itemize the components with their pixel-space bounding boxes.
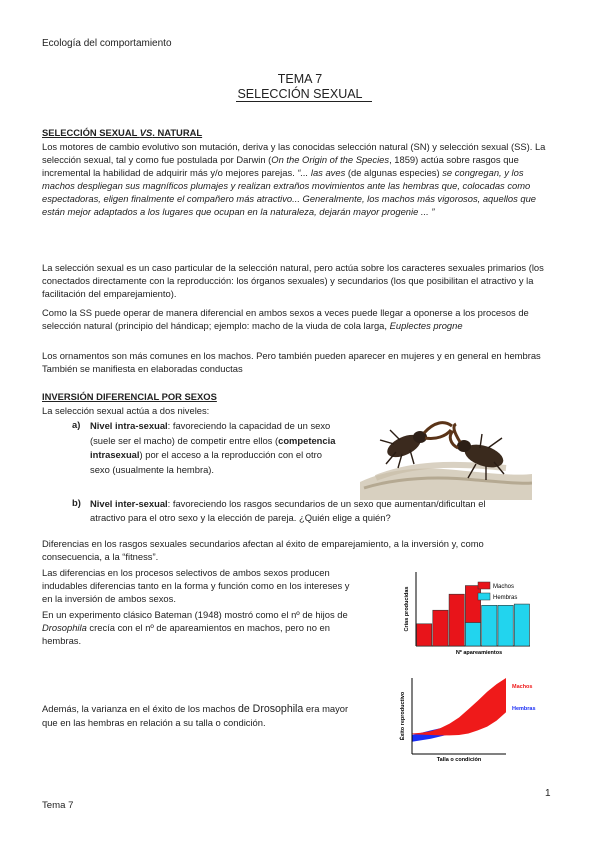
series-label-hembras: Hembras [512,706,536,712]
legend-swatch-hembras [478,593,490,600]
legend-label-hembras: Hembras [493,595,518,601]
list-item-intersexual: Nivel inter-sexual: favoreciendo los rasgos secundarios de un sexo que aumentan/dificultan el atractivo para el otro sexo y la elección de pareja. ¿Quién elige a quién? [90,498,486,523]
area-band-machos [412,678,506,735]
paragraph-two-levels: La selección sexual actúa a dos niveles: [42,405,210,416]
paragraph-handicap: Como la SS puede operar de manera diferencial en ambos sexos a veces puede llegar a oponerse a los procesos de selección natural (principio del hándicap; ejemplo: macho de la viuda de cola larga, Euplectes progne [42,307,529,331]
x-axis-label: Nº apareamientos [455,650,503,656]
paragraph-variance: Además, la varianza en el éxito de los machos de Drosophila era mayor que en las hembras en relación a su talla o condición. [42,703,349,728]
y-axis-label: Éxito reproductivo [400,691,406,741]
legend-label-machos: Machos [493,584,515,590]
x-axis-label: Talla o condición [436,757,482,763]
stag-beetles-figure [356,404,532,500]
paragraph-sexual-selection-definition: La selección sexual es un caso particular de la selección natural, pero actúa sobre los caracteres sexuales primarios (los conectados directamente con la reproducción: los órganos sexuales) y secundarios (los que posibilitan el atractivo y la facilitación del emparejamiento). [42,262,544,299]
paragraph-bateman: En un experimento clásico Bateman (1948) mostró como el nº de hijos de Drosophila crecía con el nº de apareamientos en machos, pero no en hembras. [42,609,348,646]
legend-swatch-machos [478,582,490,589]
bar-hembras-5 [482,605,497,646]
bar-hembras-6 [498,605,513,646]
bateman-bar-chart [398,566,548,660]
paragraph-evolution-intro: Los motores de cambio evolutivo son mutación, deriva y las conocidas selección natural (SN) y selección sexual (SS). La selección sexual, tal y como fue postulada por Darwin (On the Origin of the Species, 1859) actúa sobre rasgos que incremental la habilidad de adquirir más y/o mejores parejas. “... las aves (de algunas especies) se congregan, y los machos despliegan sus magníficos plumajes y realizan extraños movimientos ante las hembras que, colocadas como espectadoras, eligen finalmente el compañero más atractivo... Generalmente, los machos más vigorosos, aquellos que están mejor adaptados a los lugares que ocupan en la naturaleza, dejarán mayor progenie ... ” [42,141,546,217]
topic-number: TEMA 7 [277,72,323,86]
bar-machos-3 [449,594,464,646]
bar-hembras-7 [514,604,529,646]
list-marker-b: b) [72,497,81,508]
paragraph-ornaments: Los ornamentos son más comunes en los machos. Pero también pueden aparecer en mujeres y en general en hembras También se manifiesta en elaboradas conductas [42,350,541,374]
section-heading-differential-investment: INVERSIÓN DIFERENCIAL POR SEXOS [42,391,217,402]
paragraph-selective-differences: Las diferencias en los procesos selectivos de ambos sexos producen indudables diferencias tanto en la forma y función como en los intereses y en la inversión de ambos sexos. [42,567,350,604]
page-number: 1 [545,788,551,799]
running-footer: Tema 7 [42,800,74,811]
page-title: SELECCIÓN SEXUAL [237,87,363,101]
stag-beetles-illustration-icon [356,404,532,500]
bar-machos-2 [433,610,448,646]
paragraph-fitness: Diferencias en los rasgos sexuales secundarios afectan al éxito de emparejamiento, a la inversión y, como consecuencia, a la “fitness”. [42,538,484,562]
title-underline [236,101,372,102]
section-heading-sexual-vs-natural: SELECCIÓN SEXUAL VS. NATURAL [42,127,203,138]
bar-machos-1 [417,624,432,646]
bar-hembras-4 [465,623,480,646]
y-axis-label: Crías producidas [404,586,410,632]
variance-area-chart [394,674,550,766]
list-marker-a: a) [72,419,81,430]
list-item-intrasexual: Nivel intra-sexual: favoreciendo la capacidad de un sexo (suele ser el macho) de competir entre ellos (competencia intrasexual) por el acceso a la reproducción con el otro sexo (usualmente la hembra). [90,420,336,475]
series-label-machos: Machos [512,684,533,690]
running-header: Ecología del comportamiento [42,38,172,49]
